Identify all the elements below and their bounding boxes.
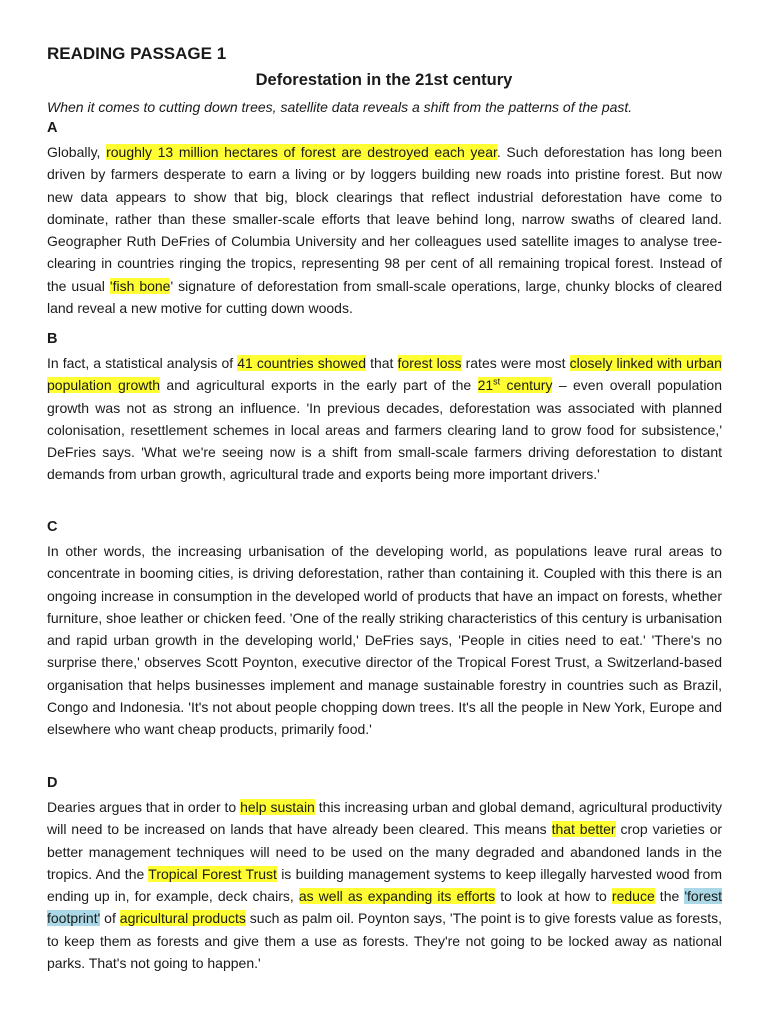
paragraph-d-text: Dearies argues that in order to	[47, 799, 241, 815]
paragraph-d-text: this increasing urban and global demand, agricultural productivity will need to be increased on lands that have already been cleared. This means	[47, 799, 723, 838]
highlight: that better	[551, 821, 616, 838]
paragraph-d-text: of	[100, 910, 120, 927]
highlight-text: century	[500, 377, 553, 394]
paragraph-d-text: such as palm oil. Poynton says, 'The point is to give forests value as forests, to keep them as forests and give them a use as forests. They're not going to be locked away as national parks. That's not going to happen.'	[47, 910, 723, 972]
highlight: help sustain	[240, 799, 315, 815]
ordinal-suffix: st	[493, 376, 501, 387]
highlight: 'fish bone	[109, 277, 171, 294]
highlight: reduce	[611, 888, 655, 905]
highlight: Tropical Forest Trust	[148, 865, 277, 882]
blue-highlight: 'forest footprint'	[47, 888, 723, 927]
paragraph-d-text: crop varieties or better management techniques will need to be used on the many degraded and abandoned lands in the tropics. And the	[47, 821, 723, 882]
highlight-text: 21	[477, 377, 494, 394]
paragraph-b-text: – even overall population growth was not as strong an influence. 'In previous decades, deforestation was associated with planned colonisation, resettlement schemes in local areas and farmers clearing land to grow food for subsistence,' DeFries says. 'What we're seeing now is a shift from small-scale farmers driving deforestation to distant demands from urban growth, agricultural trade and exports being more important drivers.'	[47, 377, 722, 483]
paragraph-b-text: In fact, a statistical analysis of	[47, 355, 238, 371]
paragraph-d-text: is building management systems to keep illegally harvested wood from ending up in, for example, deck chairs,	[47, 865, 722, 905]
highlight: roughly 13 million hectares of forest are destroyed each year	[106, 144, 497, 160]
highlight: 41 countries showed	[237, 355, 367, 371]
section-label-d: D	[47, 775, 58, 791]
paragraph-d-text: the	[654, 888, 685, 905]
highlight: agricultural products	[119, 910, 246, 927]
section-label-b: B	[47, 331, 58, 347]
highlight: forest loss	[397, 355, 462, 371]
paragraph-b-text: that	[366, 355, 398, 371]
highlight: closely linked with urban population growth	[47, 355, 722, 394]
paragraph-a-text: ' signature of deforestation from small-scale operations, large, chunky blocks of cleared land reveal a new motive for cutting down woods.	[47, 277, 722, 317]
paragraph-a-text: . Such deforestation has long been driven by farmers desperate to earn a living or by loggers building new roads into pristine forest. But now new data appears to show that big, block clearings that reflect industrial deforestation have come to dominate, rather than these smaller-scale efforts that leave behind long, narrow swaths of cleared land. Geographer Ruth DeFries of Columbia University and her colleagues used satellite images to analyse tree-clearing in countries ringing the tropics, representing 98 per cent of all remaining tropical forest. Instead of the usual	[47, 144, 722, 294]
subtitle: When it comes to cutting down trees, satellite data reveals a shift from the patterns of the past.	[47, 99, 633, 115]
section-label-a: A	[47, 120, 58, 136]
section-label-c: C	[47, 519, 58, 535]
paragraph-d	[47, 796, 722, 974]
paragraph-a-text: Globally,	[47, 144, 107, 160]
paragraph-c: In other words, the increasing urbanisation of the developing world, as populations leave rural areas to concentrate in booming cities, is driving deforestation, rather than containing it. Coupled with this there is an ongoing increase in consumption in the developed world of products that have an impact on forests, whether furniture, shoe leather or chicken feed. 'One of the really striking characteristics of this century is urbanisation and rapid urban growth in the developing world,' DeFries says, 'People in cities need to eat.' 'There's no surprise there,' observes Scott Poynton, executive director of the Tropical Forest Trust, a Switzerland-based organisation that helps businesses implement and manage sustainable forestry in countries such as Brazil, Congo and Indonesia. 'It's not about people chopping down trees. It's all the people in New York, Europe and elsewhere who want cheap products, primarily food.'	[47, 543, 723, 738]
paragraph-b-text: and agricultural exports in the early part of the	[160, 377, 478, 394]
highlight	[478, 377, 553, 393]
highlight: as well as expanding its efforts	[298, 888, 496, 905]
paragraph-d-text: to look at how to	[495, 888, 612, 905]
paragraph-b	[47, 352, 722, 486]
paragraph-b-text: rates were most	[461, 355, 570, 371]
page-title: Deforestation in the 21st century	[255, 71, 513, 89]
passage-heading: READING PASSAGE 1	[47, 44, 227, 63]
paragraph-a	[47, 141, 722, 319]
